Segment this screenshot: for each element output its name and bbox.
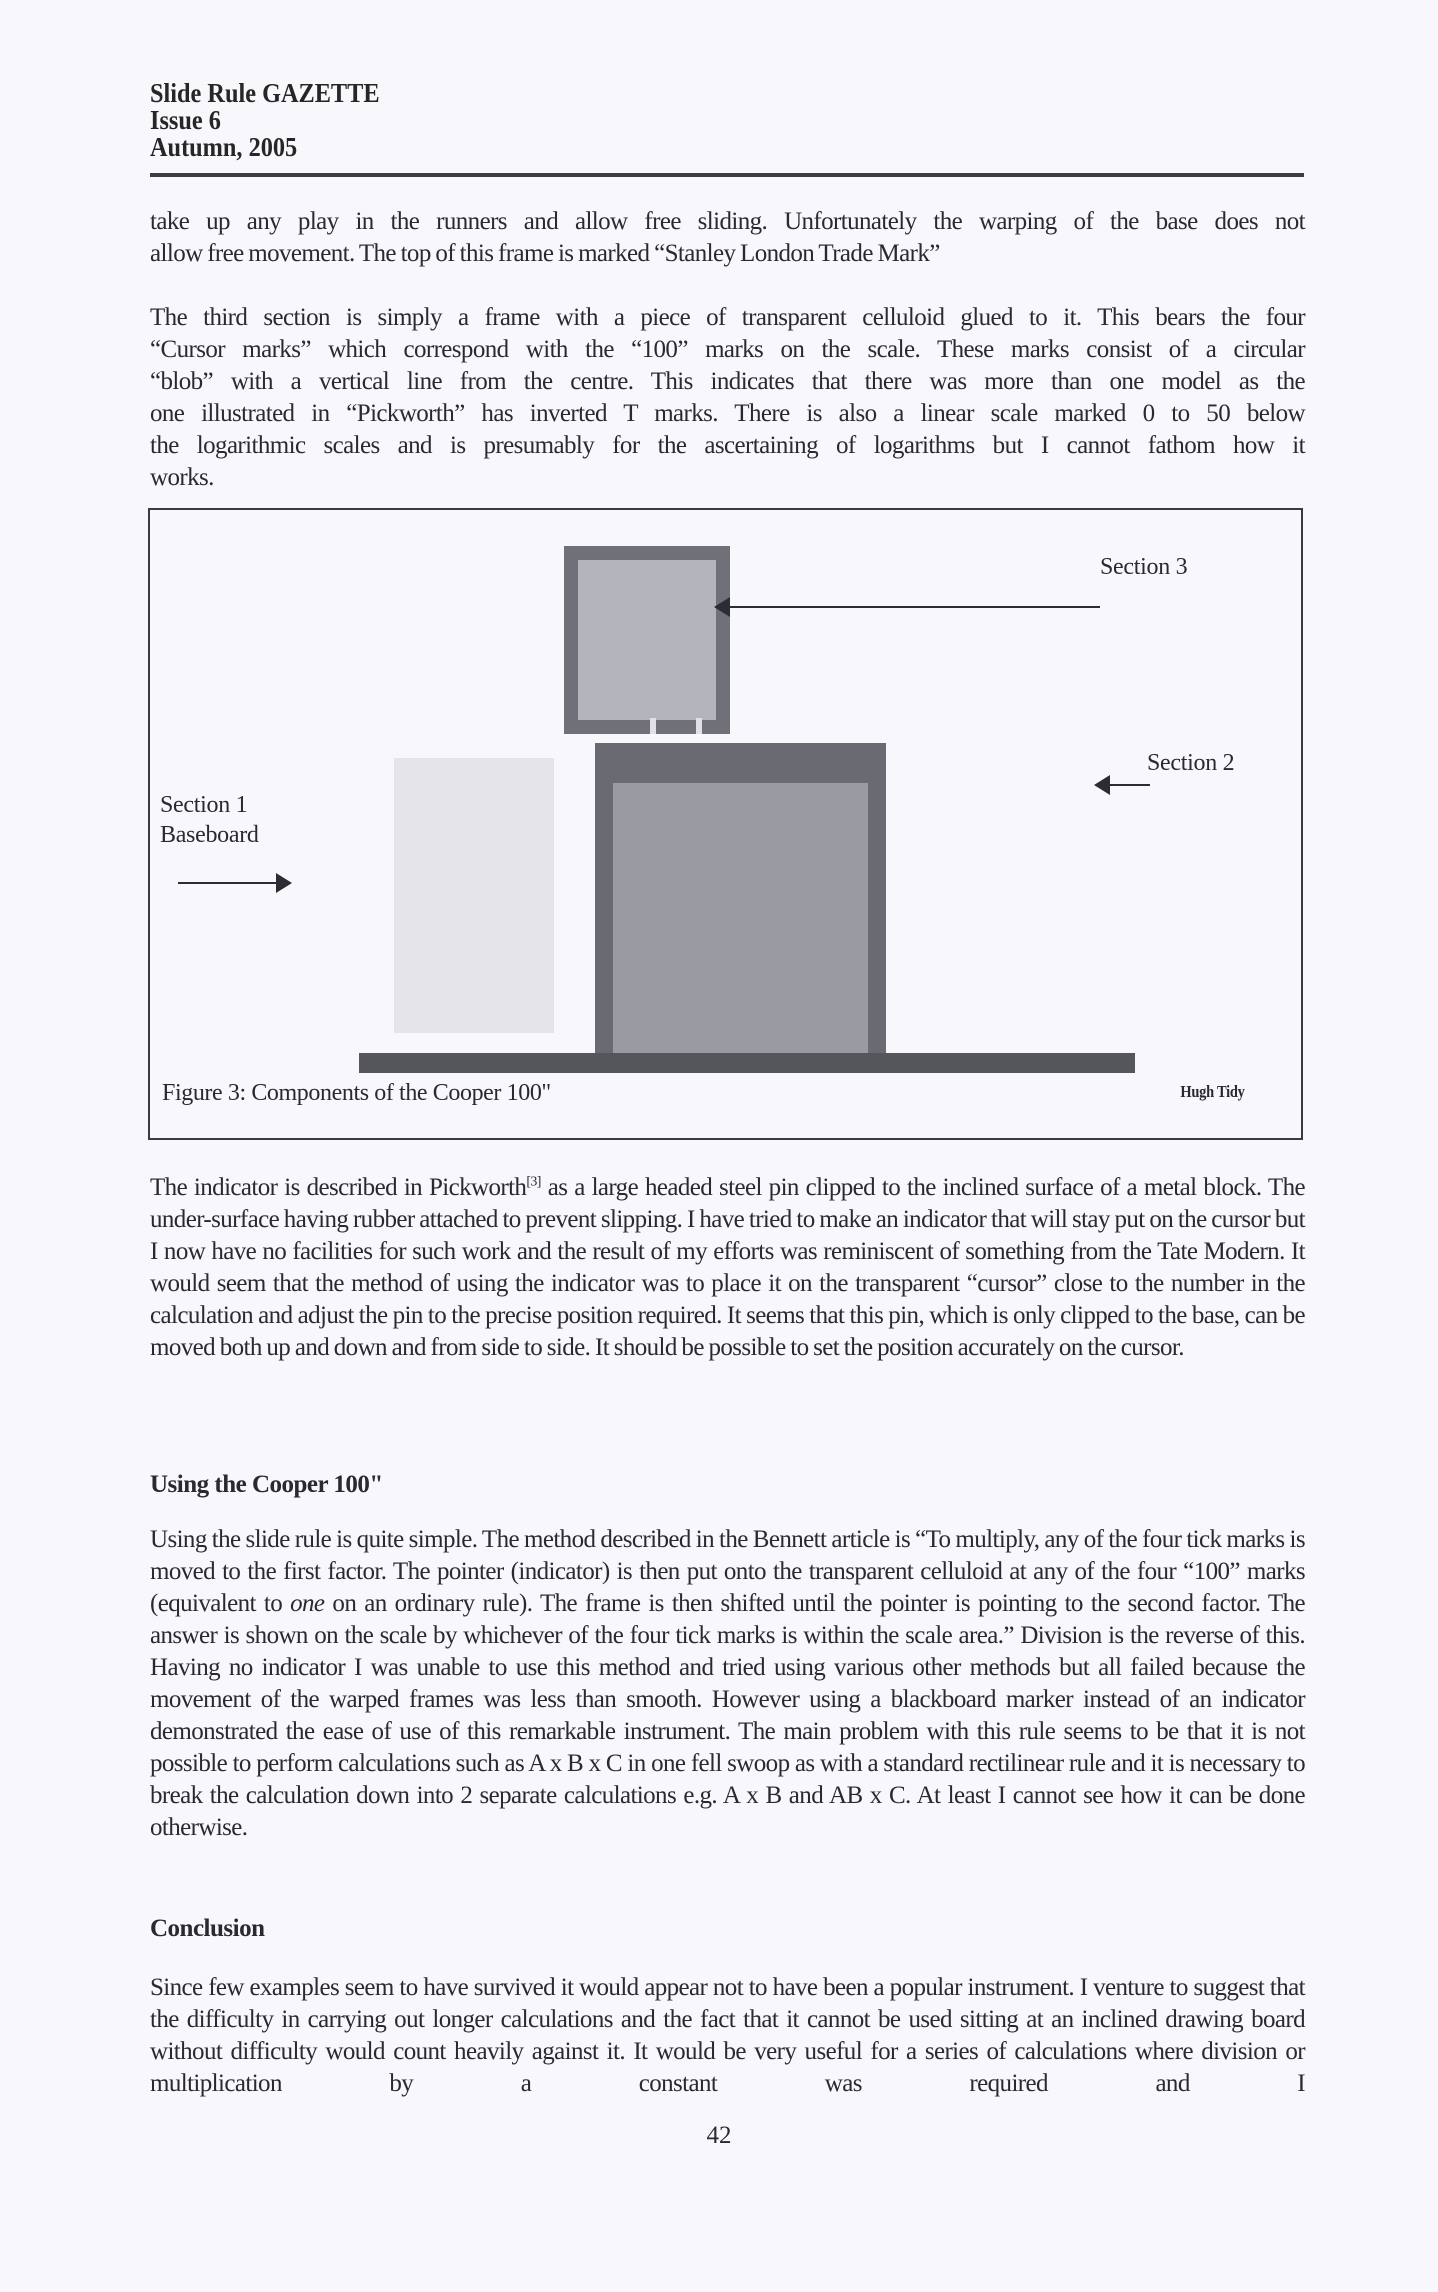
text-line: one illustrated in “Pickworth” has inverted T marks. There is also a linear scale marked 0 to 50 below: [150, 400, 1305, 427]
photo-shadow-bottom: [359, 1053, 1135, 1073]
callout-section-1-title: Section 1: [160, 792, 248, 818]
section-heading-using: Using the Cooper 100": [150, 1471, 383, 1498]
photo-section-1-baseboard: [394, 758, 554, 1033]
issue-season: Autumn, 2005: [150, 132, 298, 162]
arrow-head-icon: [276, 873, 292, 893]
text-line: allow free movement. The top of this frame is marked “Stanley London Trade Mark”: [150, 240, 940, 267]
figure-credit: Hugh Tidy: [1180, 1082, 1245, 1101]
reference-marker[interactable]: [3]: [526, 1174, 541, 1190]
emphasis-text: one: [290, 1590, 325, 1617]
section-heading-conclusion: Conclusion: [150, 1915, 265, 1942]
photo-section-3-frame: [564, 546, 730, 734]
arrow-head-icon: [714, 597, 730, 617]
text-line: “Cursor marks” which correspond with the “100” marks on the scale. These marks consist of a circular: [150, 336, 1305, 363]
figure-3: [148, 508, 1303, 1140]
callout-section-3: Section 3: [1088, 550, 1199, 584]
paragraph-text: on an ordinary rule). The frame is then shifted until the pointer is pointing to the second factor. The answer is shown on the scale by whichever of the four tick marks is within the scale area.” Division is the reverse of this. Having no indicator I was unable to use this method and tried using various other methods but all failed because the movement of the warped frames was less than smooth. However using a blackboard marker instead of an indicator demonstrated the ease of use of this remarkable instrument. The main problem with this rule seems to be that it is not possible to perform calculations such as A x B x C in one fell swoop as with a standard rectilinear rule and it is necessary to break the calculation down into 2 separate calculations e.g. A x B and AB x C. At least I cannot see how it can be done otherwise.: [150, 1590, 1305, 1841]
paragraph-text: Since few examples seem to have survived it would appear not to have been a popular instrument. I venture to suggest that the difficulty in carrying out longer calculations and the fact that it cannot be used sitting at an inclined drawing board without difficulty would count heavily against it. It would be very useful for a series of calculations where division or multiplication by a constant was required and I: [150, 1974, 1305, 2097]
arrow-head-icon: [1094, 775, 1110, 795]
paragraph-text: as a large headed steel pin clipped to the inclined surface of a metal block. The under-surface having rubber attached to prevent slipping. I have tried to make an indicator that will stay put on the cursor but I now have no facilities for such work and the result of my efforts was reminiscent of something from the Tate Modern. It would seem that the method of using the indicator was to place it on the transparent “cursor” close to the number in the calculation and adjust the pin to the precise position required. It seems that this pin, which is only clipped to the base, can be moved both up and down and from side to side. It should be possible to set the position accurately on the cursor.: [150, 1174, 1305, 1361]
paragraph-text: Using the slide rule is quite simple. The method described in the Bennett article is “To multiply, any of the four tick marks is moved to the first factor. The pointer (indicator) is then put onto the transparent celluloid at any of the four “100” marks (equivalent to: [150, 1526, 1305, 1617]
frame-tab: [696, 718, 702, 734]
figure-photo: [359, 528, 1135, 1073]
issue-number: Issue 6: [150, 105, 221, 135]
callout-section-1-subtitle: Baseboard: [160, 822, 259, 848]
paragraph-using: [150, 1524, 1305, 1844]
paragraph-indicator: [150, 1172, 1305, 1364]
page-header: [150, 80, 1305, 161]
text-line: take up any play in the runners and allow free sliding. Unfortunately the warping of the base does not: [150, 208, 1305, 235]
arrow-section-1: [178, 882, 278, 884]
figure-caption: Figure 3: Components of the Cooper 100": [162, 1080, 551, 1106]
page-number: 42: [706, 2122, 732, 2149]
text-line: the logarithmic scales and is presumably for the ascertaining of logarithms but I cannot fathom how it: [150, 432, 1305, 459]
callout-section-1: [148, 788, 271, 852]
text-line: The third section is simply a frame with a piece of transparent celluloid glued to it. This bears the four: [150, 304, 1305, 331]
text-line: works.: [150, 464, 214, 491]
paragraph-third-section: [150, 302, 1305, 494]
arrow-section-3: [730, 606, 1100, 608]
paragraph-conclusion: [150, 1972, 1305, 2100]
frame-tab: [650, 718, 656, 734]
header-rule: [150, 173, 1304, 177]
paragraph-frame-description: [150, 206, 1305, 270]
photo-section-2-frame: [595, 743, 886, 1073]
callout-section-2: Section 2: [1135, 746, 1246, 780]
text-line: “blob” with a vertical line from the centre. This indicates that there was more than one model as the: [150, 368, 1305, 395]
paragraph-text: The indicator is described in Pickworth: [150, 1174, 527, 1201]
publication-title: Slide Rule GAZETTE: [150, 78, 380, 108]
arrow-section-2: [1110, 784, 1150, 786]
